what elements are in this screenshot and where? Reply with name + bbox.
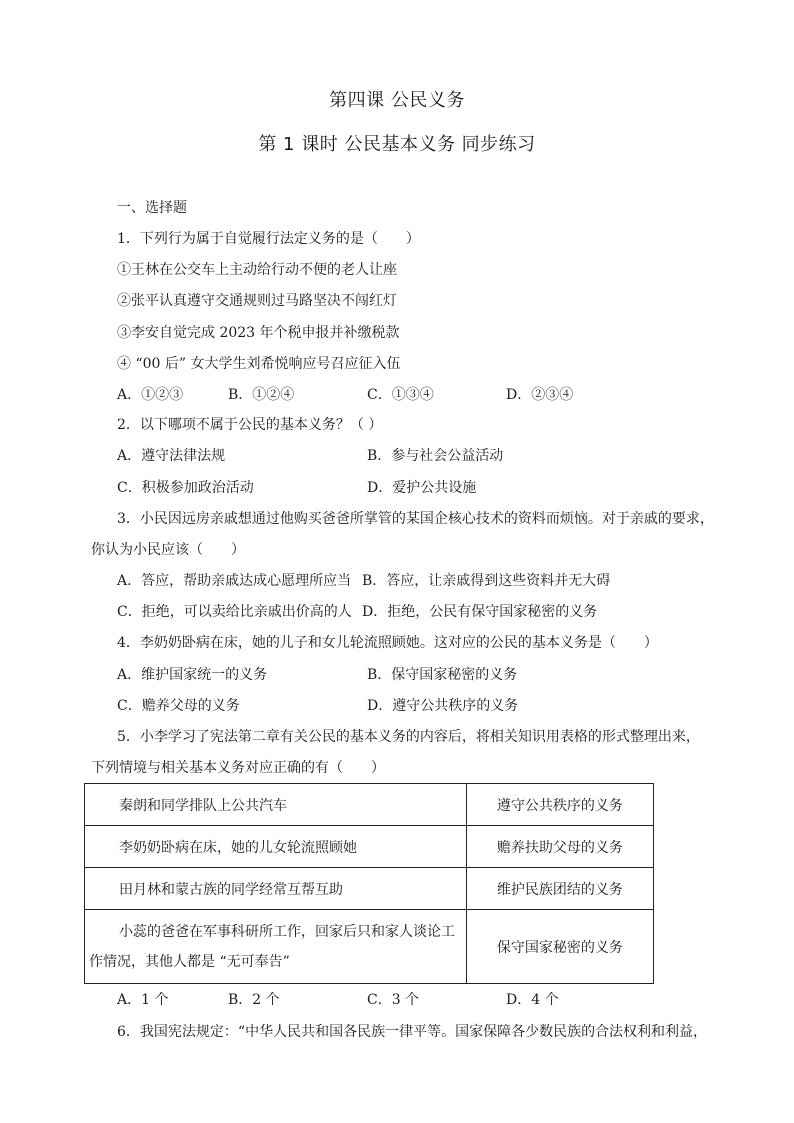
q2-option-a[interactable]: A．遵守法律法规 — [117, 448, 226, 464]
q5-option-c[interactable]: C．3 个 — [367, 992, 420, 1008]
table-row — [85, 868, 654, 910]
q5-option-b[interactable]: B．2 个 — [228, 992, 280, 1008]
q4-option-a[interactable]: A．维护国家统一的义务 — [117, 667, 268, 683]
table-duty-cell: 保守国家秘密的义务 — [466, 910, 653, 984]
q3-option-a[interactable]: A．答应，帮助亲戚达成心愿理所应当 — [117, 573, 352, 589]
q5-stem-line2: 下列情境与相关基本义务对应正确的有（ ） — [91, 760, 385, 776]
q1-item-4: ④ “00 后” 女大学生刘希悦响应号召应征入伍 — [117, 356, 401, 372]
q2-option-b[interactable]: B．参与社会公益活动 — [367, 448, 504, 464]
section-heading: 一、选择题 — [117, 200, 187, 216]
table-row — [85, 910, 654, 984]
q1-item-3: ③李安自觉完成 2023 年个税申报并补缴税款 — [117, 325, 400, 341]
q2-stem: 2．以下哪项不属于公民的基本义务？（ ） — [117, 417, 383, 433]
q4-option-d[interactable]: D．遵守公共秩序的义务 — [367, 698, 519, 714]
table-situation-cell: 田月林和蒙古族的同学经常互帮互助 — [85, 868, 467, 910]
q4-stem: 4．李奶奶卧病在床，她的儿子和女儿轮流照顾她。这对应的公民的基本义务是（ ） — [117, 635, 658, 651]
q1-item-1: ①王林在公交车上主动给行动不便的老人让座 — [117, 262, 397, 278]
table-duty-cell: 维护民族团结的义务 — [466, 868, 653, 910]
q4-option-b[interactable]: B．保守国家秘密的义务 — [367, 667, 518, 683]
q2-option-d[interactable]: D．爱护公共设施 — [367, 480, 477, 496]
q3-stem-line1: 3．小民因远房亲戚想通过他购买爸爸所掌管的某国企核心技术的资料而烦恼。对于亲戚的要求， — [117, 511, 714, 527]
table-row — [85, 826, 654, 868]
q5-stem-line1: 5．小李学习了宪法第二章有关公民的基本义务的内容后，将相关知识用表格的形式整理出来， — [117, 729, 700, 745]
table-row — [85, 784, 654, 826]
q4-option-c[interactable]: C．赡养父母的义务 — [117, 698, 240, 714]
table-situation-cell: 李奶奶卧病在床，她的儿女轮流照顾她 — [85, 826, 467, 868]
q3-option-c[interactable]: C．拒绝，可以卖给比亲戚出价高的人 — [117, 604, 352, 620]
table-duty-cell: 遵守公共秩序的义务 — [466, 784, 653, 826]
q1-item-2: ②张平认真遵守交通规则过马路坚决不闯红灯 — [117, 293, 397, 309]
table-situation-cell — [85, 910, 467, 984]
q1-option-c[interactable]: C．①③④ — [367, 387, 434, 403]
q3-option-d[interactable]: D．拒绝，公民有保守国家秘密的义务 — [362, 604, 598, 620]
q5-duty-table — [84, 783, 654, 984]
q6-stem-line1: 6．我国宪法规定：“中华人民共和国各民族一律平等。国家保障各少数民族的合法权利和利益， — [117, 1024, 708, 1040]
table-duty-cell: 赡养扶助父母的义务 — [466, 826, 653, 868]
q3-stem-line2: 你认为小民应该（ ） — [91, 542, 245, 558]
q5-option-d[interactable]: D．4 个 — [506, 992, 559, 1008]
q1-option-d[interactable]: D．②③④ — [506, 387, 574, 403]
q1-option-b[interactable]: B．①②④ — [228, 387, 295, 403]
page-title: 第四课 公民义务 — [329, 90, 465, 111]
q2-option-c[interactable]: C．积极参加政治活动 — [117, 480, 254, 496]
q1-stem: 1．下列行为属于自觉履行法定义务的是（ ） — [117, 231, 420, 247]
q5-option-a[interactable]: A．1 个 — [117, 992, 169, 1008]
page-subtitle: 第 1 课时 公民基本义务 同步练习 — [258, 134, 536, 155]
table-situation-cell: 秦朗和同学排队上公共汽车 — [85, 784, 467, 826]
q1-option-a[interactable]: A．①②③ — [117, 387, 184, 403]
table-situation-line2: 作情况，其他人都是 “无可奉告” — [89, 953, 290, 970]
table-situation-line1: 小蕊的爸爸在军事科研所工作，回家后只和家人谈论工 — [119, 923, 455, 940]
q3-option-b[interactable]: B．答应，让亲戚得到这些资料并无大碍 — [362, 573, 611, 589]
